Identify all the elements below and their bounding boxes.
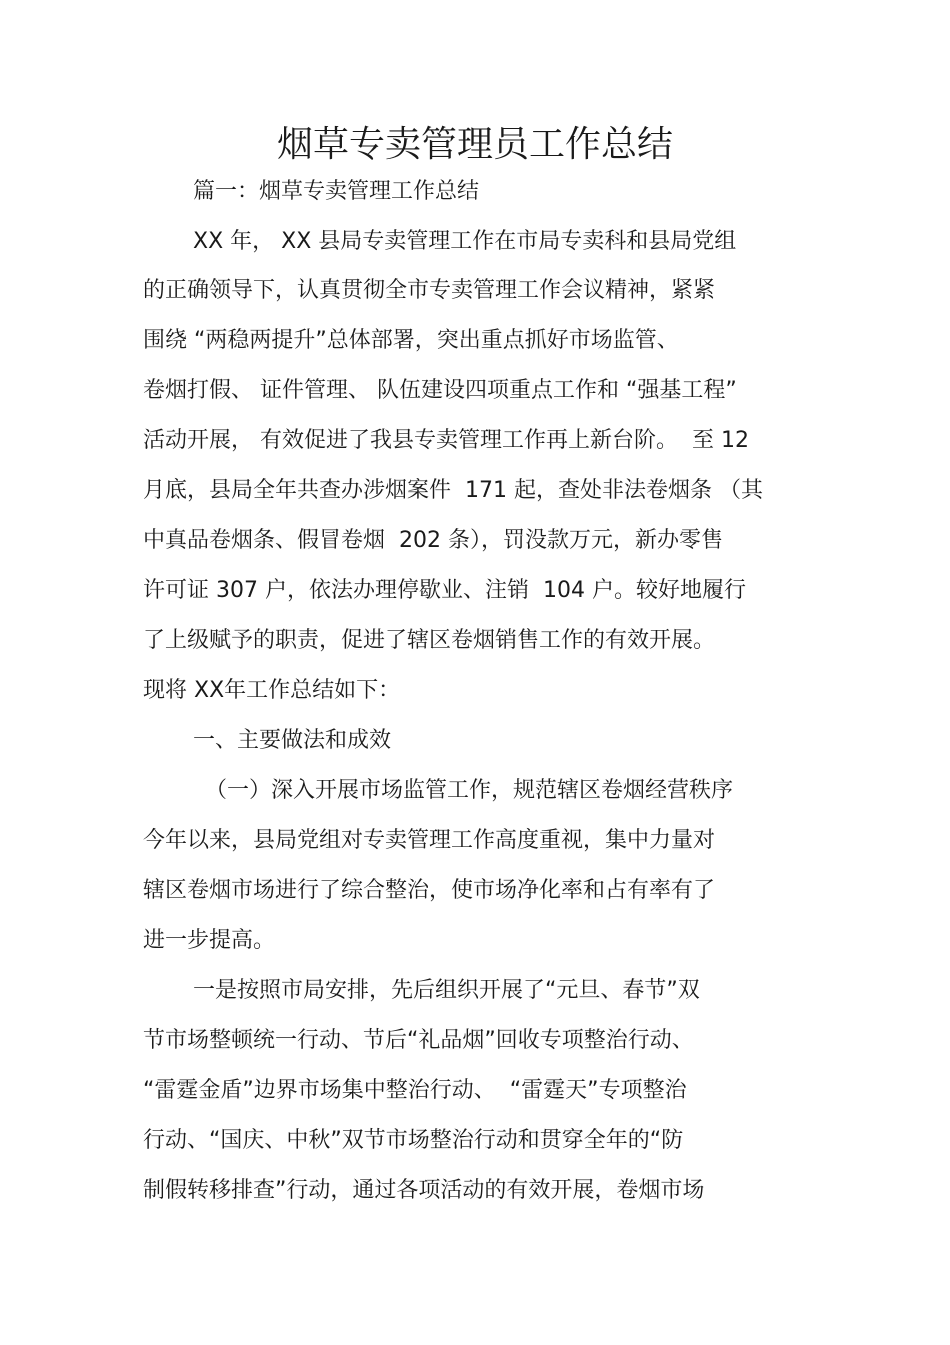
paragraph-line: 辖区卷烟市场进行了综合整治，使市场净化率和占有率有了 [143,878,716,903]
paragraph-line: XX 年， XX 县局专卖管理工作在市局专卖科和县局党组 [193,229,737,254]
paragraph-line: 卷烟打假、 证件管理、 队伍建设四项重点工作和 “强基工程” [143,378,737,403]
paragraph-line: 今年以来，县局党组对专卖管理工作高度重视，集中力量对 [143,828,716,853]
document-title: 烟草专卖管理员工作总结 [276,124,673,165]
paragraph-line: 了上级赋予的职责，促进了辖区卷烟销售工作的有效开展。 [143,628,716,653]
paragraph-line: 节市场整顿统一行动、节后“礼品烟”回收专项整治行动、 [143,1028,694,1053]
paragraph-line: 的正确领导下，认真贯彻全市专卖管理工作会议精神，紧紧 [143,278,716,303]
paragraph-line: 进一步提高。 [143,928,276,953]
paragraph-line: 制假转移排查”行动，通过各项活动的有效开展，卷烟市场 [143,1178,705,1203]
paragraph-line: 一是按照市局安排，先后组织开展了“元旦、春节”双 [193,978,700,1003]
paragraph-line: 现将 XX年工作总结如下： [143,678,401,703]
paragraph-line: 围绕 “两稳两提升”总体部署，突出重点抓好市场监管、 [143,328,679,353]
section-heading: 篇一：烟草专卖管理工作总结 [193,179,480,204]
paragraph-line: 月底，县局全年共查办涉烟案件 171 起，查处非法卷烟条 （其 [143,478,763,503]
paragraph-line: “雷霆金盾”边界市场集中整治行动、 “雷霆天”专项整治 [143,1078,687,1103]
subsection-heading: （一）深入开展市场监管工作，规范辖区卷烟经营秩序 [205,778,734,803]
paragraph-line: 许可证 307 户，依法办理停歇业、注销 104 户。较好地履行 [143,578,746,603]
section-heading: 一、主要做法和成效 [193,728,392,753]
paragraph-line: 活动开展， 有效促进了我县专卖管理工作再上新台阶。 至 12 [143,428,749,453]
paragraph-line: 行动、“国庆、中秋”双节市场整治行动和贯穿全年的“防 [143,1128,684,1153]
paragraph-line: 中真品卷烟条、假冒卷烟 202 条），罚没款万元，新办零售 [143,528,723,553]
